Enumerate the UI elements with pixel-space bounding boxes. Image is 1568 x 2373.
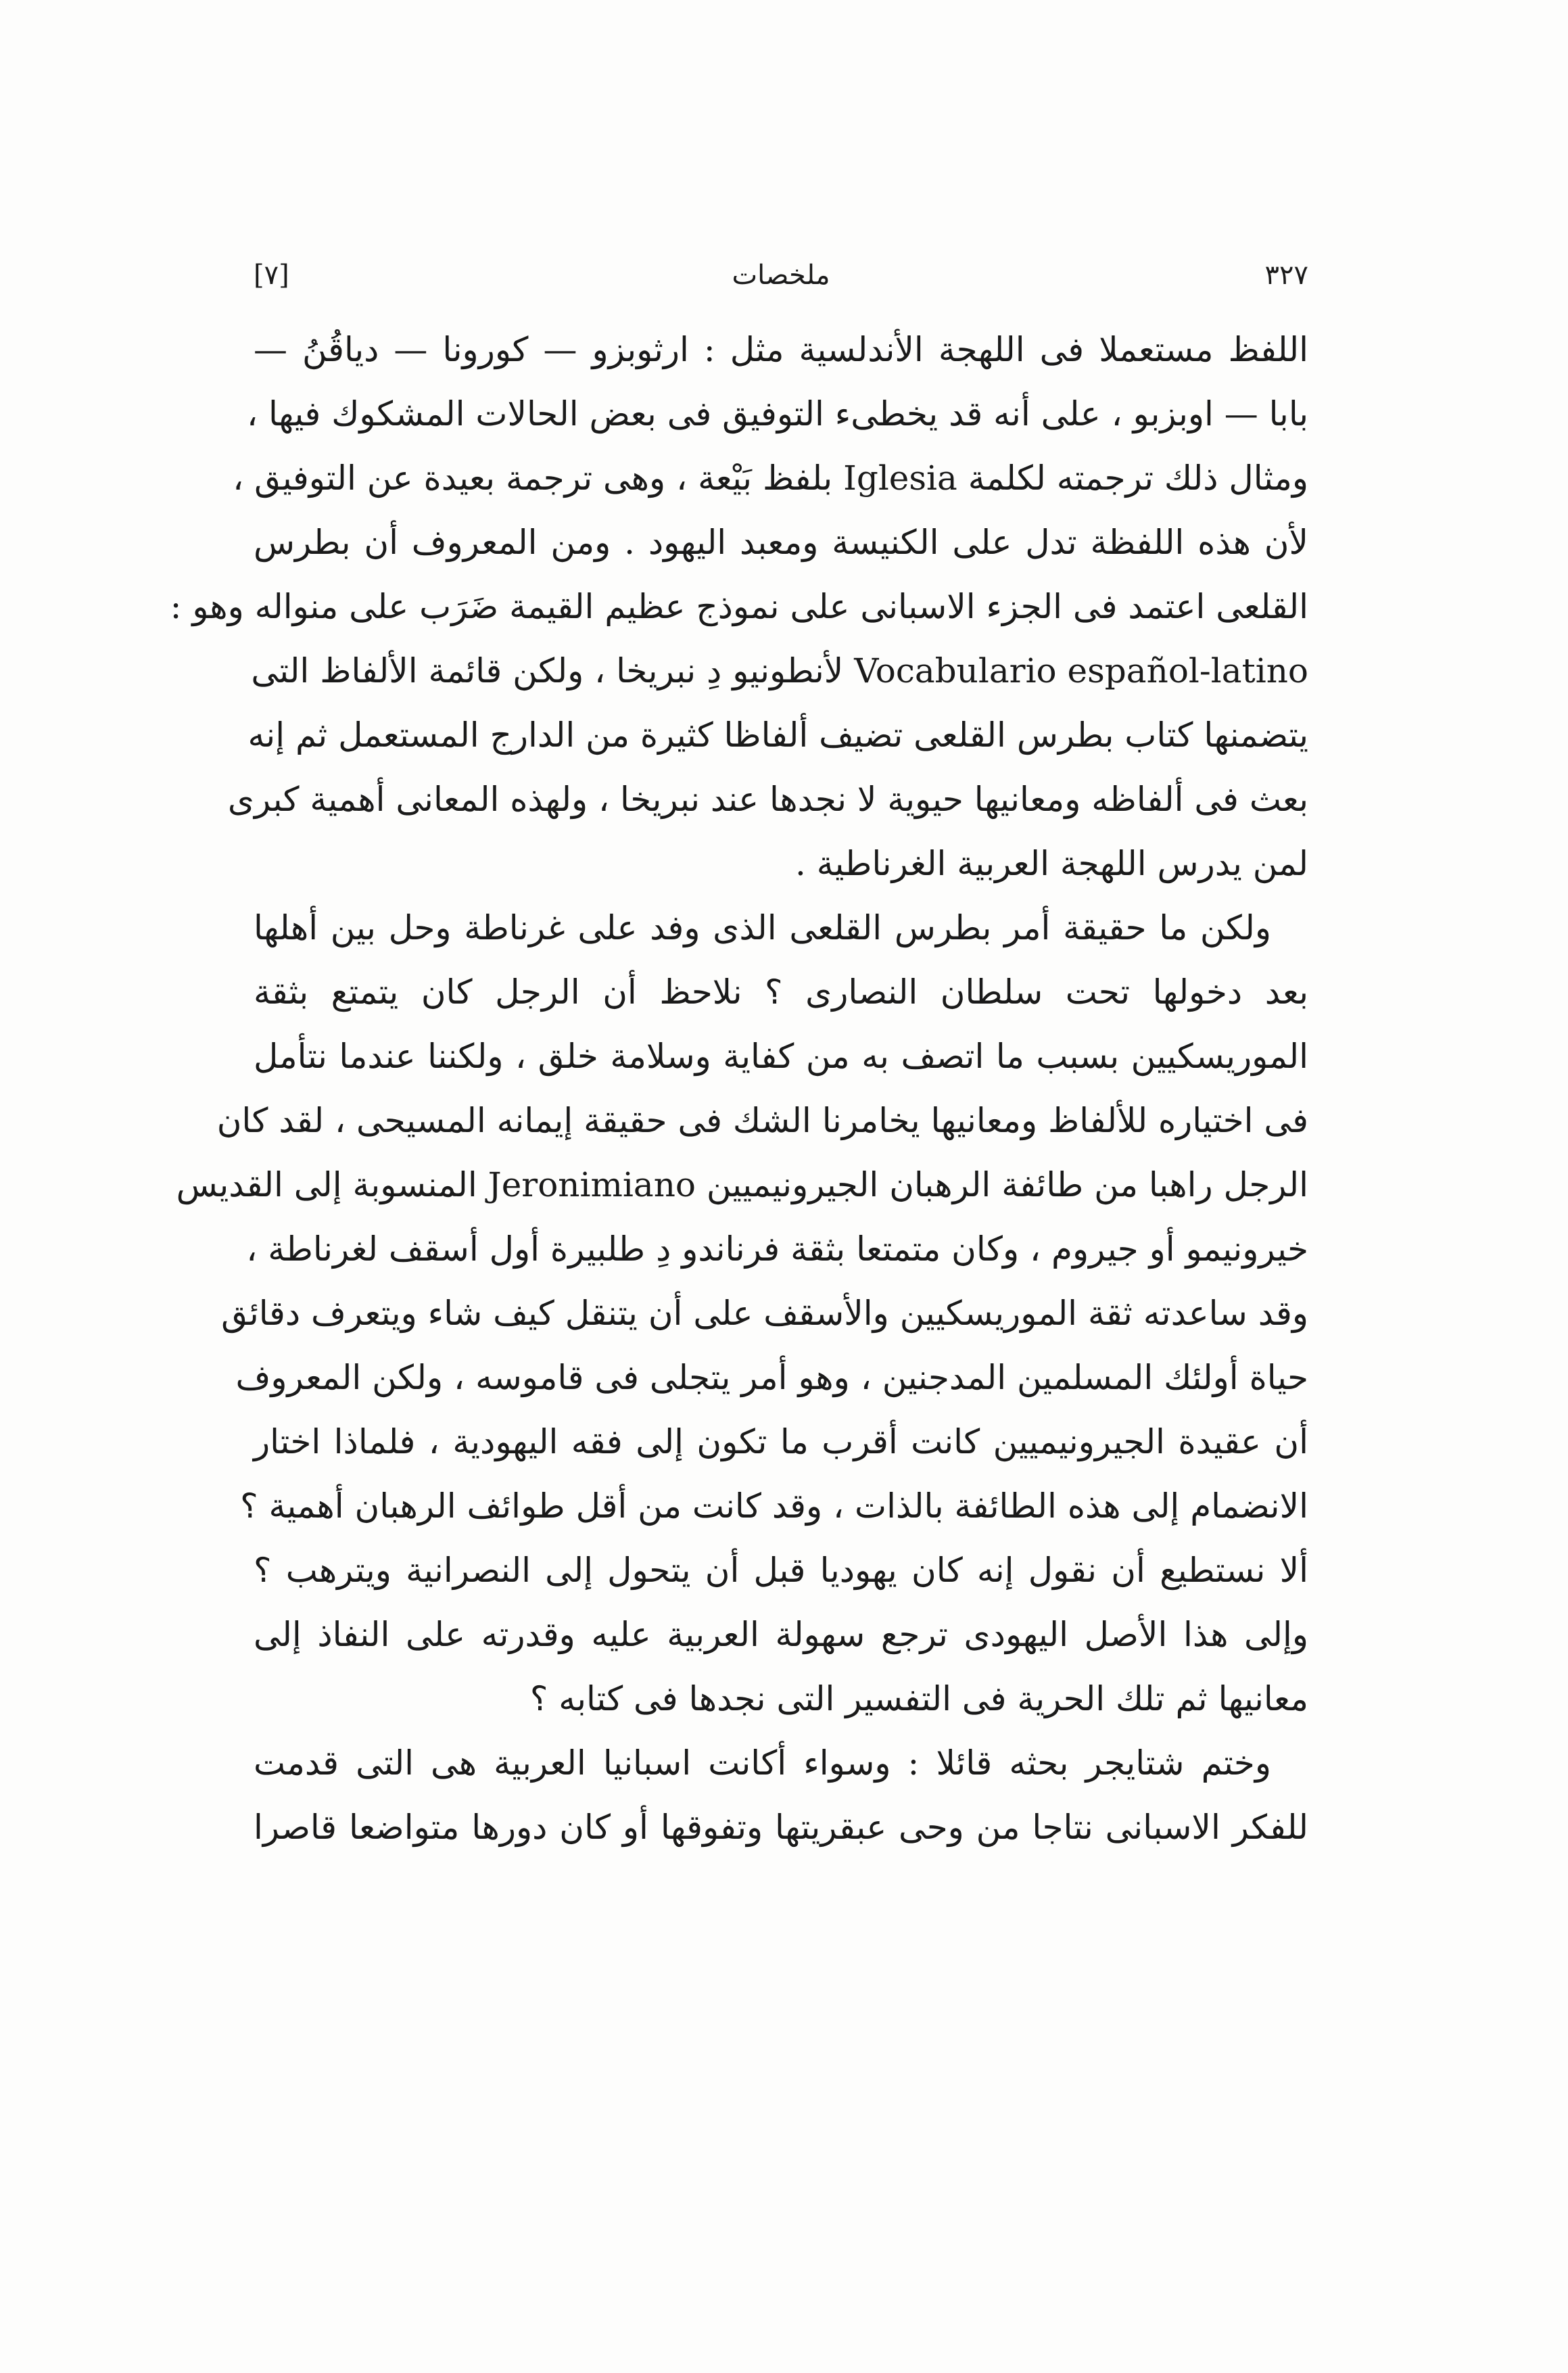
text-line: لأن هذه اللفظة تدل على الكنيسة ومعبد اليهود . ومن المعروف أن بطرس xyxy=(254,523,1308,562)
text-line: بابا — اوبزبو ، على أنه قد يخطىء التوفيق فى بعض الحالات المشكوك فيها ، xyxy=(247,394,1308,433)
text-line: الانضمام إلى هذه الطائفة بالذات ، وقد كانت من أقل طوائف الرهبان أهمية ؟ xyxy=(240,1486,1308,1526)
running-title: ملخصات xyxy=(732,260,830,291)
text-line: القلعى اعتمد فى الجزء الاسبانى على نموذج عظيم القيمة ضَرَب على منواله وهو : xyxy=(170,587,1308,626)
text-line: ومثال ذلك ترجمته لكلمة Iglesia بلفظ بَيْعة ، وهى ترجمة بعيدة عن التوفيق ، xyxy=(233,459,1308,498)
text-line: الموريسكيين بسبب ما اتصف به من كفاية وسلامة خلق ، ولكننا عندما نتأمل xyxy=(254,1037,1308,1076)
text-line: معانيها ثم تلك الحرية فى التفسير التى نجدها فى كتابه ؟ xyxy=(529,1679,1308,1718)
section-number: [٧] xyxy=(254,260,289,291)
text-line: بعد دخولها تحت سلطان النصارى ؟ نلاحظ أن الرجل كان يتمتع بثقة xyxy=(254,972,1308,1012)
text-line: حياة أولئك المسلمين المدجنين ، وهو أمر يتجلى فى قاموسه ، ولكن المعروف xyxy=(235,1358,1308,1397)
text-line: للفكر الاسبانى نتاجا من وحى عبقريتها وتفوقها أو كان دورها متواضعا قاصرا xyxy=(254,1808,1308,1847)
paragraph-3 xyxy=(254,1731,1308,1860)
text-line: Vocabulario español-latino لأنطونيو دِ نبريخا ، ولكن قائمة الألفاظ التى xyxy=(251,651,1308,690)
body-text xyxy=(170,318,1308,1860)
paragraph-2 xyxy=(176,896,1308,1731)
text-line: اللفظ مستعملا فى اللهجة الأندلسية مثل : ارثوبزو — كورونا — دياقُنُ — xyxy=(254,330,1308,369)
text-line: لمن يدرس اللهجة العربية الغرناطية . xyxy=(794,844,1308,883)
text-line: خيرونيمو أو جيروم ، وكان متمتعا بثقة فرناندو دِ طلبيرة أول أسقف لغرناطة ، xyxy=(246,1229,1308,1269)
paragraph-1 xyxy=(170,318,1308,896)
page-number: ٣٢٧ xyxy=(1264,260,1308,291)
text-line: وختم شتايجر بحثه قائلا : وسواء أكانت اسبانيا العربية هى التى قدمت xyxy=(254,1743,1271,1783)
text-line: وإلى هذا الأصل اليهودى ترجع سهولة العربية عليه وقدرته على النفاذ إلى xyxy=(254,1615,1308,1654)
text-line: أن عقيدة الجيرونيميين كانت أقرب ما تكون إلى فقه اليهودية ، فلماذا اختار xyxy=(254,1422,1308,1461)
text-line: فى اختياره للألفاظ ومعانيها يخامرنا الشك فى حقيقة إيمانه المسيحى ، لقد كان xyxy=(216,1101,1308,1140)
text-line: وقد ساعدته ثقة الموريسكيين والأسقف على أن يتنقل كيف شاء ويتعرف دقائق xyxy=(221,1294,1308,1333)
running-header xyxy=(254,252,1308,299)
text-line: بعث فى ألفاظه ومعانيها حيوية لا نجدها عند نبريخا ، ولهذه المعانى أهمية كبرى xyxy=(227,780,1308,819)
text-line: يتضمنها كتاب بطرس القلعى تضيف ألفاظا كثيرة من الدارج المستعمل ثم إنه xyxy=(247,715,1308,755)
text-line: ألا نستطيع أن نقول إنه كان يهوديا قبل أن يتحول إلى النصرانية ويترهب ؟ xyxy=(254,1551,1308,1590)
text-line: الرجل راهبا من طائفة الرهبان الجيرونيميين Jeronimiano المنسوبة إلى القديس xyxy=(176,1165,1308,1204)
text-line: ولكن ما حقيقة أمر بطرس القلعى الذى وفد على غرناطة وحل بين أهلها xyxy=(254,908,1271,947)
